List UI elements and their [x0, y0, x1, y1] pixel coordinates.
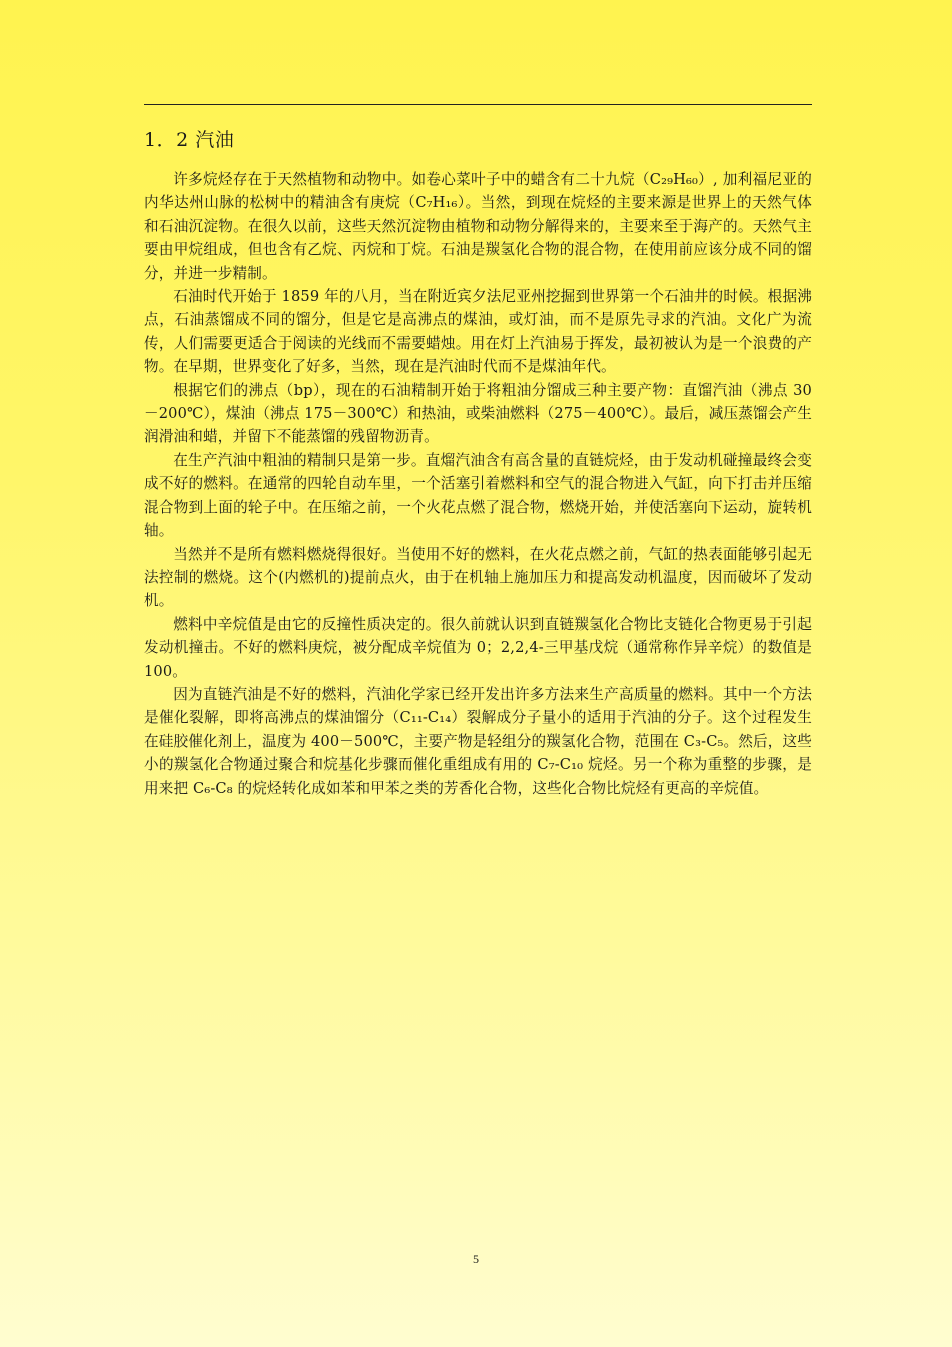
paragraph: 因为直链汽油是不好的燃料，汽油化学家已经开发出许多方法来生产高质量的燃料。其中一个方法是催化裂解，即将高沸点的煤油馏分（C₁₁-C₁₄）裂解成分子量小的适用于汽油的分子。这个过程发生在硅胶催化剂上，温度为 400－500℃，主要产物是轻组分的羰氢化合物，范围在 C₃-C₅。然后，这些小的羰氢化合物通过聚合和烷基化步骤而催化重组成有用的 C₇-C₁₀ 烷烃。另一个称为重整的步骤，是用来把 C₆-C₈ 的烷烃转化成如苯和甲苯之类的芳香化合物，这些化合物比烷烃有更高的辛烷值。: [144, 685, 812, 797]
paragraph: 石油时代开始于 1859 年的八月，当在附近宾夕法尼亚州挖掘到世界第一个石油井的时候。根据沸点，石油蒸馏成不同的馏分，但是它是高沸点的煤油，或灯油，而不是原先寻求的汽油。文化广为流传，人们需要更适合于阅读的光线而不需要蜡烛。用在灯上汽油易于挥发，最初被认为是一个浪费的产物。在早期，世界变化了好多，当然，现在是汽油时代而不是煤油年代。: [144, 288, 812, 376]
paragraph: 当然并不是所有燃料燃烧得很好。当使用不好的燃料，在火花点燃之前，气缸的热表面能够引起无法控制的燃烧。这个(内燃机的)提前点火，由于在机轴上施加压力和提高发动机温度，因而破坏了发动机。: [144, 545, 812, 610]
section-heading: 1．2 汽油: [144, 129, 235, 151]
body-text: [144, 168, 812, 800]
paragraph: 在生产汽油中粗油的精制只是第一步。直熘汽油含有高含量的直链烷烃，由于发动机碰撞最终会变成不好的燃料。在通常的四轮自动车里，一个活塞引着燃料和空气的混合物进入气缸，向下打击并压缩混合物到上面的轮子中。在压缩之前，一个火花点燃了混合物，燃烧开始，并使活塞向下运动，旋转机轴。: [144, 451, 812, 540]
paragraph: 根据它们的沸点（bp），现在的石油精制开始于将粗油分馏成三种主要产物：直馏汽油（沸点 30－200℃），煤油（沸点 175－300℃）和热油，或柴油燃料（275－400℃）。最后，减压蒸馏会产生润滑油和蜡，并留下不能蒸馏的残留物沥青。: [144, 381, 812, 446]
header-rule: [144, 104, 812, 105]
page-number: 5: [473, 1252, 479, 1266]
paragraph: 燃料中辛烷值是由它的反撞性质决定的。很久前就认识到直链羰氢化合物比支链化合物更易于引起发动机撞击。不好的燃料庚烷，被分配成辛烷值为 0；2,2,4-三甲基戊烷（通常称作异辛烷）的数值是 100。: [144, 615, 812, 680]
paragraph: 许多烷烃存在于天然植物和动物中。如卷心菜叶子中的蜡含有二十九烷（C₂₉H₆₀）, 加利福尼亚的内华达州山脉的松树中的精油含有庚烷（C₇H₁₆）。当然，到现在烷烃的主要来源是世界上的天然气体和石油沉淀物。在很久以前，这些天然沉淀物由植物和动物分解得来的，主要来至于海产的。天然气主要由甲烷组成，但也含有乙烷、丙烷和丁烷。石油是羰氢化合物的混合物，在使用前应该分成不同的馏分，并进一步精制。: [144, 171, 812, 282]
